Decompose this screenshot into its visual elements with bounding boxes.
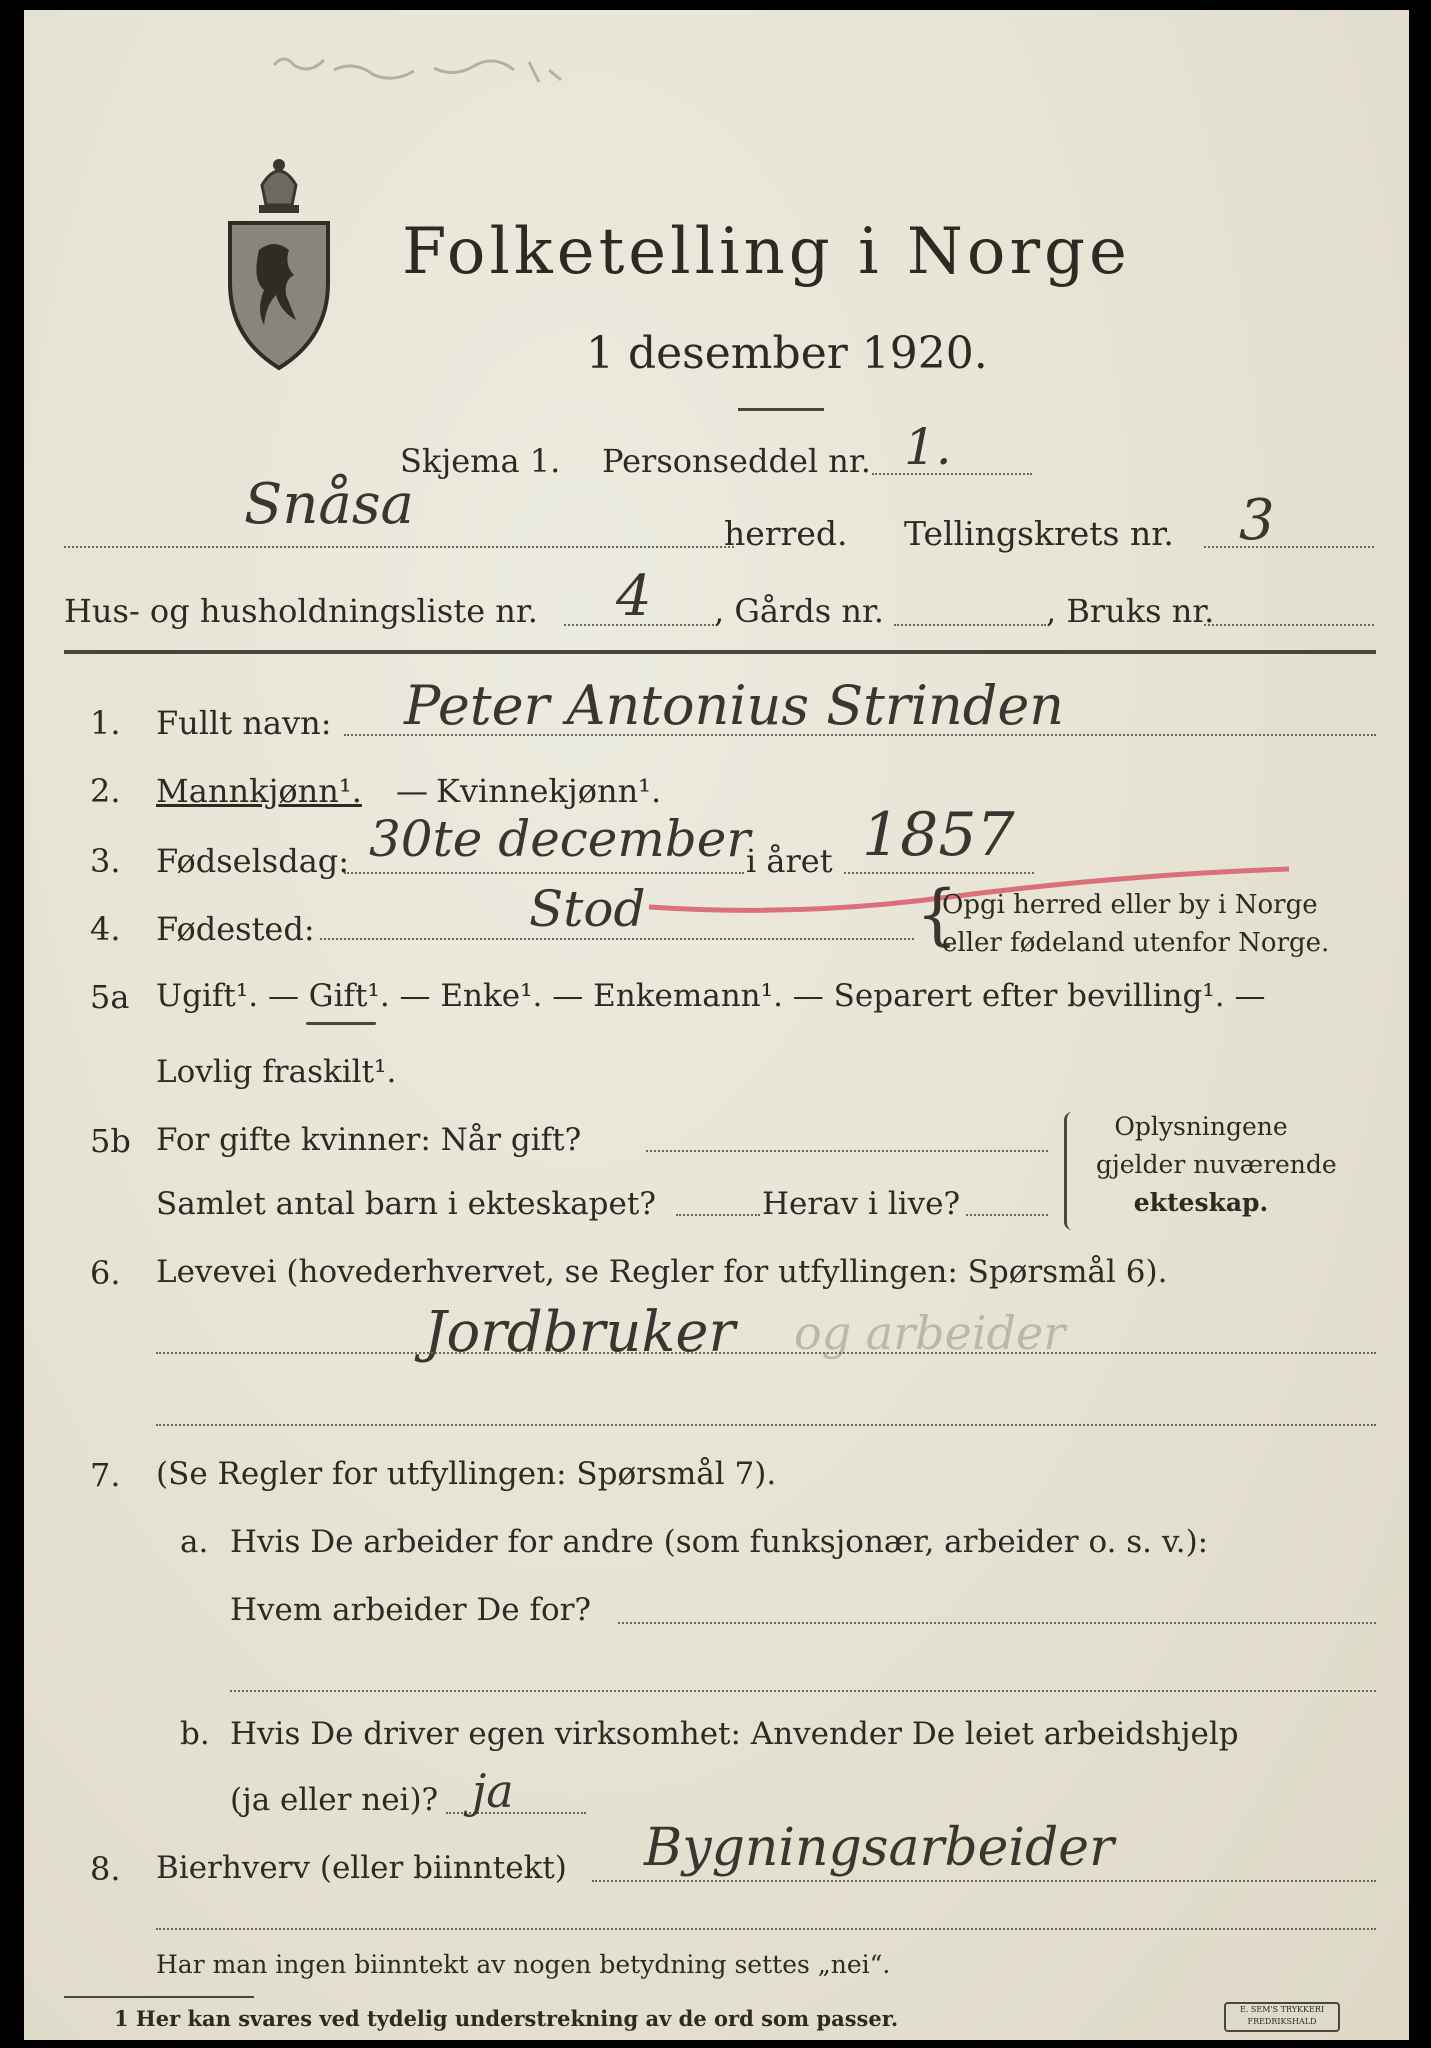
q8-label: Bierhverv (eller biinntekt): [156, 1850, 567, 1886]
q4-birthplace-value[interactable]: Stod: [529, 880, 646, 938]
q5b-barn-field-line: [676, 1214, 760, 1216]
q8-number: 8.: [90, 1850, 121, 1888]
q4-number: 4.: [90, 910, 121, 948]
q2-kvinnekjonn[interactable]: Kvinnekjønn¹.: [436, 772, 662, 810]
census-form-sheet: [24, 10, 1409, 2040]
q7a-line1: Hvis De arbeider for andre (som funksjonær, arbeider o. s. v.):: [230, 1524, 1209, 1560]
q7b-line1: Hvis De driver egen virksomhet: Anvender De leiet arbeidshjelp: [230, 1716, 1239, 1752]
q3-number: 3.: [90, 842, 121, 880]
q5b-bracket: [1064, 1112, 1077, 1230]
personseddel-label: Personseddel nr.: [602, 442, 871, 480]
q7-number: 7.: [90, 1456, 121, 1494]
q5a-options[interactable]: Ugift¹. — Gift¹. — Enke¹. — Enkemann¹. — Separert efter bevilling¹. —: [156, 978, 1266, 1014]
q6-number: 6.: [90, 1254, 121, 1292]
gards-label: , Gårds nr.: [714, 592, 884, 630]
skjema-label: Skjema 1.: [400, 442, 561, 480]
q7b-value[interactable]: ja: [472, 1764, 514, 1818]
q7b-line2: (ja eller nei)?: [230, 1782, 439, 1818]
section-divider: [64, 650, 1376, 654]
form-title: Folketelling i Norge: [402, 215, 1131, 289]
q7a-field-line2: [230, 1690, 1376, 1692]
faint-scribble: [264, 40, 584, 100]
q7a-field-line1: [618, 1622, 1376, 1624]
q5b-barn-label: Samlet antal barn i ekteskapet?: [156, 1186, 656, 1222]
q6-label: Levevei (hovederhvervet, se Regler for utfyllingen: Spørsmål 6).: [156, 1254, 1168, 1290]
personseddel-value[interactable]: 1.: [904, 418, 952, 476]
tellingskrets-value[interactable]: 3: [1239, 488, 1275, 553]
q2-mannkjonn[interactable]: Mannkjønn¹.: [156, 772, 362, 810]
q7b-field-line: [446, 1812, 586, 1814]
q5b-note-line3: ekteskap.: [1133, 1188, 1269, 1217]
tellingskrets-label: Tellingskrets nr.: [904, 514, 1174, 553]
q5a-number: 5a: [90, 978, 130, 1016]
herred-field-line: [64, 546, 734, 548]
q8-field-line2: [156, 1928, 1376, 1930]
printer-stamp: E. SEM'S TRYKKERI FREDRIKSHALD: [1224, 2002, 1340, 2032]
bruks-field-line: [1204, 624, 1374, 626]
q2-number: 2.: [90, 772, 121, 810]
q1-number: 1.: [90, 704, 121, 742]
q6-occupation-value[interactable]: Jordbruker: [424, 1300, 736, 1365]
q4-note-line1: Opgi herred eller by i Norge: [942, 890, 1318, 920]
q7-label: (Se Regler for utfyllingen: Spørsmål 7).: [156, 1456, 777, 1492]
footer-note: Har man ingen biinntekt av nogen betydning settes „nei“.: [156, 1950, 891, 1979]
husholdningsliste-value[interactable]: 4: [616, 564, 652, 629]
gards-field-line: [894, 624, 1046, 626]
tellingskrets-field-line: [1204, 546, 1374, 548]
q6-field-line1: [156, 1352, 1376, 1354]
q5b-herav-field-line: [966, 1214, 1048, 1216]
q1-label: Fullt navn:: [156, 704, 332, 742]
census-date: 1 desember 1920.: [586, 328, 988, 379]
q2-separator: —: [396, 772, 428, 810]
q5b-nar-gift-field-line: [646, 1150, 1048, 1152]
q1-full-name-value[interactable]: Peter Antonius Strinden: [404, 674, 1065, 737]
q4-field-line: [320, 938, 914, 940]
q5b-herav-label: Herav i live?: [762, 1186, 961, 1222]
q7a-line2: Hvem arbeider De for?: [230, 1592, 592, 1628]
q3-label: Fødselsdag:: [156, 842, 350, 880]
q5a-lovlig-fraskilt[interactable]: Lovlig fraskilt¹.: [156, 1054, 397, 1090]
q5b-nar-gift-label: For gifte kvinner: Når gift?: [156, 1122, 582, 1158]
q4-label: Fødested:: [156, 910, 315, 948]
q8-field-line1: [592, 1880, 1376, 1882]
q5a-gift-underline: [306, 1022, 376, 1025]
q3-year-value[interactable]: 1857: [862, 800, 1015, 870]
q4-note-line2: eller fødeland utenfor Norge.: [942, 928, 1330, 958]
q5b-note-line1: Oplysningene: [1114, 1112, 1288, 1141]
q7b-letter: b.: [180, 1716, 210, 1752]
personseddel-field-line: [872, 473, 1032, 475]
q5b-number: 5b: [90, 1122, 131, 1160]
q3-year-label: i året: [746, 842, 833, 880]
husholdningsliste-label: Hus- og husholdningsliste nr.: [64, 592, 538, 630]
norwegian-coat-of-arms-icon: [224, 155, 334, 375]
q5b-note-line2: gjelder nuværende: [1096, 1150, 1337, 1179]
footnote-rule: [64, 1996, 254, 1998]
q8-value[interactable]: Bygningsarbeider: [644, 1818, 1114, 1878]
q3-birthday-value[interactable]: 30te december: [369, 810, 751, 868]
title-rule: [738, 408, 824, 411]
q6-faded-value: og arbeider: [794, 1306, 1066, 1360]
herred-value[interactable]: Snåsa: [244, 472, 414, 537]
q6-field-line2: [156, 1424, 1376, 1426]
q4-brace: {: [916, 876, 958, 953]
herred-label: herred.: [724, 514, 848, 553]
q7a-letter: a.: [180, 1524, 209, 1560]
footnote: 1 Her kan svares ved tydelig understrekning av de ord som passer.: [114, 2006, 899, 2031]
bruks-label: , Bruks nr.: [1046, 592, 1215, 630]
